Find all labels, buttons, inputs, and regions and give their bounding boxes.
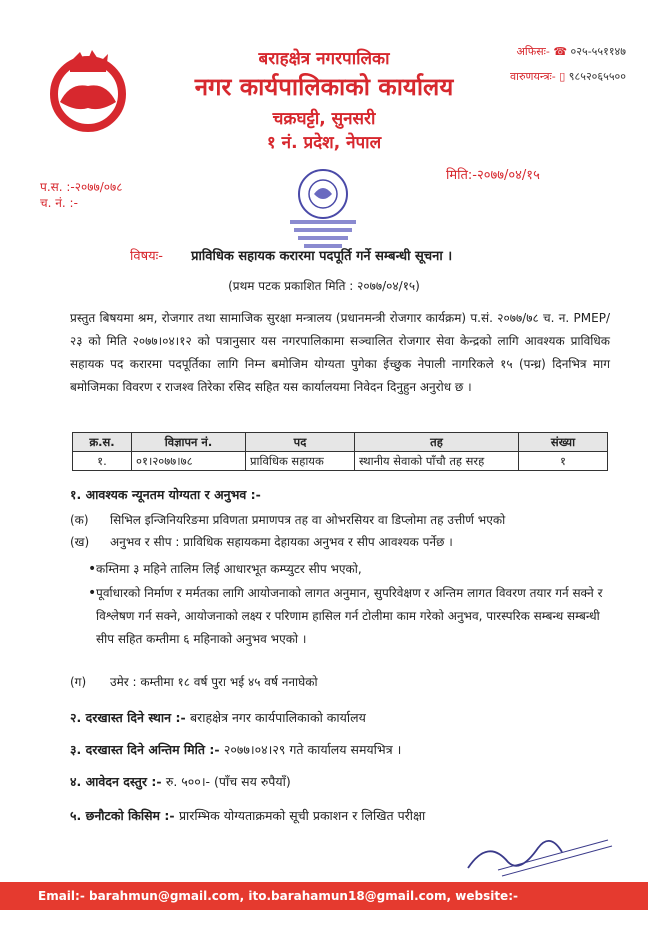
table-cell: १. — [73, 452, 132, 471]
mobile-phone — [510, 69, 626, 84]
subject-line — [130, 246, 452, 264]
section-5 — [70, 807, 425, 824]
vacancy-table — [72, 432, 608, 471]
reference-ps: प.स. :-२०७७/०७८ — [40, 180, 123, 194]
phone-icon: ☎ — [553, 45, 568, 58]
section-5-title: ५. छनौटको किसिम :- — [70, 808, 175, 823]
table-header: क्र.स. — [73, 433, 132, 452]
office-stamp — [284, 164, 362, 254]
municipality-name: बराहक्षेत्र नगरपालिका — [258, 49, 390, 69]
bullet-item: • कम्तिमा ३ महिने तालिम लिई आधारभूत कम्प्युटर सीप भएको, — [96, 558, 610, 581]
section-2-text: बराहक्षेत्र नगर कार्यपालिकाको कार्यालय — [190, 710, 366, 725]
signature — [458, 818, 618, 878]
reference-cn: च. नं. :- — [40, 196, 78, 210]
section-2-title: २. दरखास्त दिने स्थान :- — [70, 710, 186, 725]
table-header-row — [73, 433, 608, 452]
item-marker: (क) — [70, 513, 89, 527]
section-1-title: १. आवश्यक न्यूनतम योग्यता र अनुभव :- — [70, 487, 261, 502]
section-3 — [70, 741, 401, 758]
requirement-ga — [70, 672, 610, 692]
mobile-phone-value: ९८५२०६५५०० — [568, 70, 626, 83]
table-row — [73, 452, 608, 471]
item-text: सिभिल इन्जिनियरिङमा प्रविणता प्रमाणपत्र तह वा ओभरसियर वा डिप्लोमा तह उत्तीर्ण भएको — [110, 513, 506, 527]
section-4-title: ४. आवेदन दस्तुर :- — [70, 774, 162, 789]
office-title: नगर कार्यपालिकाको कार्यालय — [194, 73, 454, 101]
section-3-text: २०७७।०४।२९ गते कार्यालय समयभित्र । — [223, 742, 402, 757]
office-phone-value: ०२५-५५११४७ — [570, 45, 626, 58]
subject-label: विषयः- — [130, 249, 163, 264]
table-header: तह — [355, 433, 519, 452]
item-marker: (ख) — [70, 535, 90, 549]
requirement-ka — [70, 510, 610, 530]
footer-contact: Email:- barahmun@gmail.com, ito.barahamun18@gmail.com, website:-www.barahamun.gov.np — [0, 882, 648, 910]
section-4-text: रु. ५००।- (पाँच सय रुपैयाँ) — [165, 774, 291, 789]
section-5-text: प्रारम्भिक योग्यताक्रमको सूची प्रकाशन र लिखित परीक्षा — [178, 808, 426, 823]
office-phone-label: अफिसः- — [516, 45, 550, 58]
section-4 — [70, 773, 291, 790]
document-date: मिति:-२०७७/०४/१५ — [446, 168, 540, 183]
published-date: (प्रथम पटक प्रकाशित मिति : २०७७/०४/१५) — [228, 279, 420, 293]
table-header: विज्ञापन नं. — [132, 433, 246, 452]
item-text: अनुभव र सीप : प्राविधिक सहायकमा देहायका अनुभव र सीप आवश्यक पर्नेछ । — [110, 535, 453, 549]
mobile-icon: ▯ — [559, 70, 566, 83]
table-cell: प्राविधिक सहायक — [246, 452, 355, 471]
table-cell: ०१।२०७७।७८ — [132, 452, 246, 471]
table-header: पद — [246, 433, 355, 452]
mobile-phone-label: वारुणयन्त्रः- — [510, 70, 556, 83]
bullet-item: • पूर्वाधारको निर्माण र मर्मतका लागि आयोजनाको लागत अनुमान, सुपरिवेक्षण र अन्तिम लागत विवरण तयार गर्न सक्ने र विश्लेषण गर्न सक्ने, आयोजनाको लक्ष्य र परिणाम हासिल गर्न टोलीमा काम गरेको अनुभव, पारस्परिक सम्बन्ध सम्बन्धी सीप सहित कम्तीमा ६ महिनाको अनुभव भएको । — [96, 582, 610, 651]
item-text: उमेर : कम्तीमा १८ वर्ष पुरा भई ४५ वर्ष ननाघेको — [110, 675, 318, 689]
office-phone — [516, 44, 626, 59]
requirement-kha — [70, 532, 610, 552]
office-province: १ नं. प्रदेश, नेपाल — [266, 133, 382, 153]
office-address: चक्रघट्टी, सुनसरी — [272, 109, 376, 129]
section-3-title: ३. दरखास्त दिने अन्तिम मिति :- — [70, 742, 220, 757]
table-cell: स्थानीय सेवाको पाँचौ तह सरह — [355, 452, 519, 471]
table-cell: १ — [519, 452, 608, 471]
section-2 — [70, 709, 366, 726]
item-marker: (ग) — [70, 675, 87, 689]
body-paragraph: प्रस्तुत बिषयमा श्रम, रोजगार तथा सामाजिक सुरक्षा मन्त्रालय (प्रधानमन्त्री रोजगार कार्यक्रम) प.सं. २०७७/७८ च. न. PMEP/२३ को मिति २०७७।०४।१२ को पत्रानुसार यस नगरपालिकामा सञ्चालित रोजगार सेवा केन्द्रको लागि आवश्यक प्राविधिक सहायक पद करारमा पदपूर्तिका लागि निम्न बमोजिम योग्यता पुगेका ईच्छुक नेपाली नागरिकले १५ (पन्ध्र) दिनभित्र माग बमोजिमका विवरण र राजश्व तिरेका रसिद सहित यस कार्यालयमा निवेदन दिनुहुन अनुरोध छ । — [70, 311, 610, 394]
subject-text: प्राविधिक सहायक करारमा पदपूर्ति गर्ने सम्बन्धी सूचना । — [191, 249, 453, 264]
table-header: संख्या — [519, 433, 608, 452]
